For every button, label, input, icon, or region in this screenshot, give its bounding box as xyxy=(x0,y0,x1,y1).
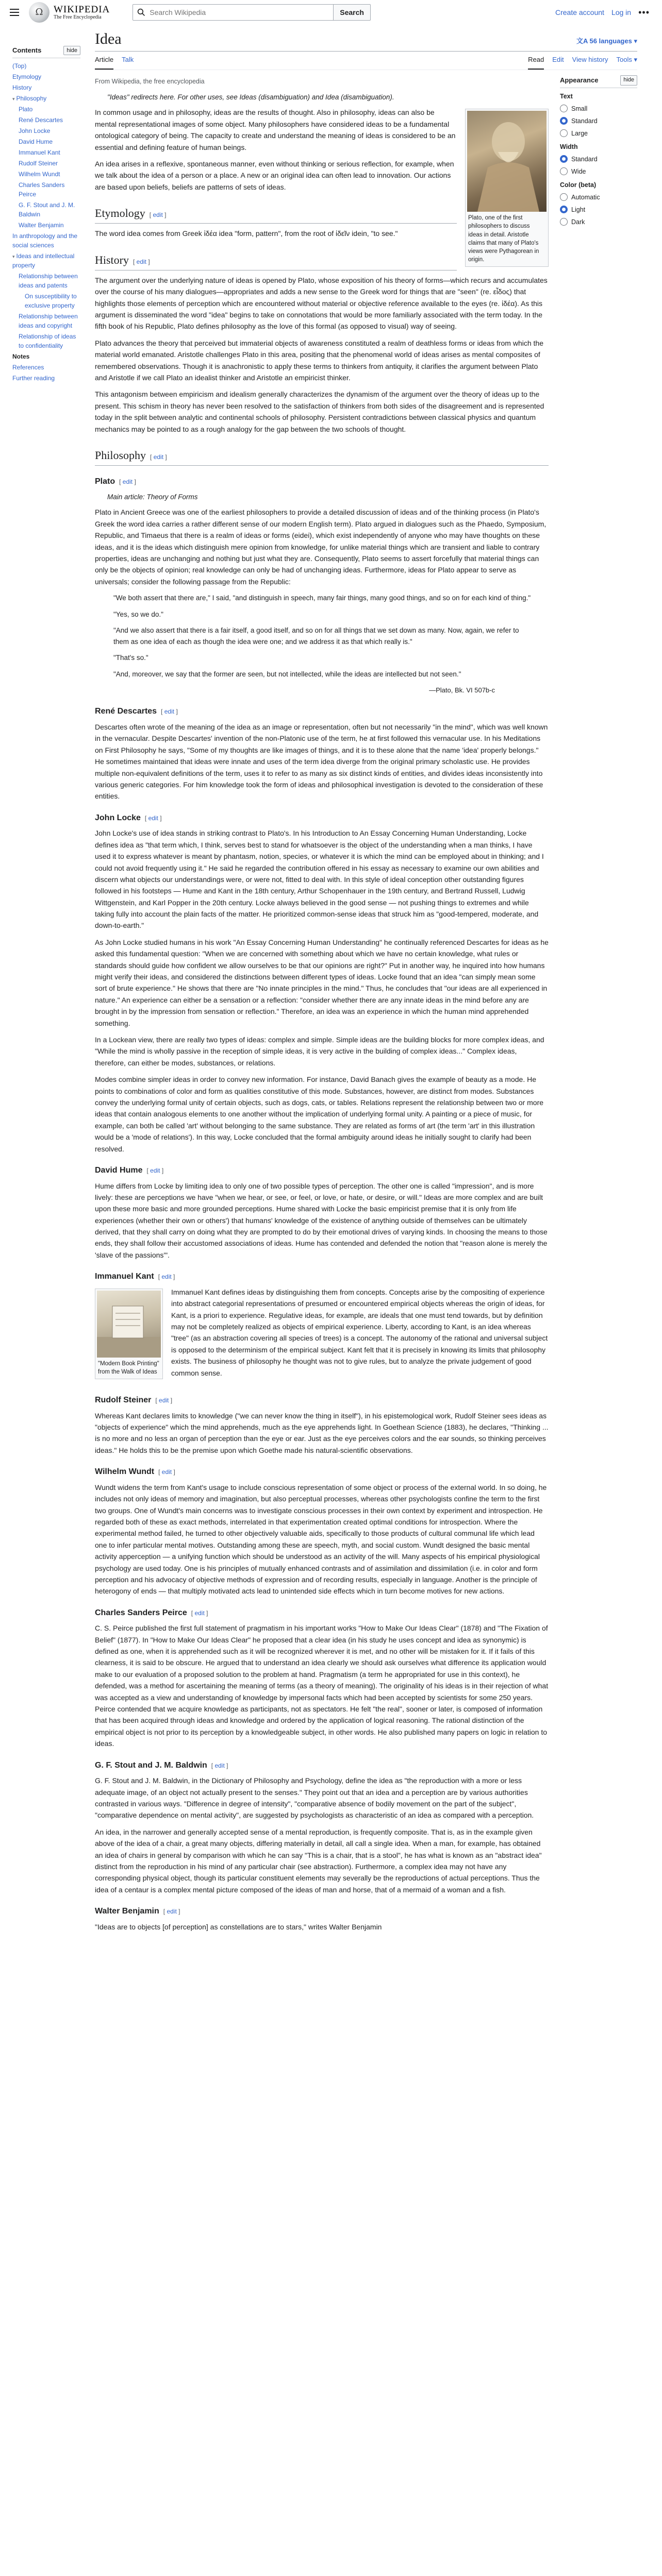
radio-button[interactable] xyxy=(560,105,568,112)
toc-item[interactable]: Further reading xyxy=(12,374,55,382)
toc-item[interactable]: In anthropology and the social sciences xyxy=(12,232,78,249)
benjamin-text: "Ideas are to objects [of perception] as constellations are to stars," writes Walter Benjamin xyxy=(95,1922,382,1931)
philosophy-heading: Philosophy [ edit ] xyxy=(95,446,549,466)
toc-toggle-icon[interactable]: ▾ xyxy=(12,96,15,101)
locke-paragraph-3: In a Lockean view, there are really two types of ideas: complex and simple. Simple ideas are the building blocks for more complex ideas, and "While the mind is wholly passive in the reception of simple ideas, it is very active in the building of complex ideas..." Complex ideas, therefore, can either be modes, substances, or relations. xyxy=(95,1036,544,1067)
search-button[interactable]: Search xyxy=(334,4,371,21)
stout-baldwin-heading: G. F. Stout and J. M. Baldwin [ edit ] xyxy=(95,1760,228,1770)
hume-heading: David Hume [ edit ] xyxy=(95,1165,164,1175)
toc-item[interactable]: John Locke xyxy=(19,127,51,134)
create-account-link[interactable]: Create account xyxy=(555,8,604,16)
kant-text: Immanuel Kant defines ideas by distinguishing them from concepts. Concepts arise by the compositing of experience into abstract categorial representations of presumed or encountered empirical objects whereas the origin of ideas, for Kant, is a priori to experience. Regulative ideas, for example, are ideals that one must tend towards, but by definition may not be completely realized as objects of empirical experience. Liberty, according to Kant, is an idea whereas "tree" (as an abstraction covering all species of trees) is a concept. The autonomy of the rational and universal subject is opposed to the determinism of the empirical subject. Kant felt that it is precisely in knowing its limits that philosophy exists. The business of philosophy he thought was not to give rules, but to analyze the private judgement of good common sense. xyxy=(171,1287,548,1377)
hume-text: Hume differs from Locke by limiting idea to only one of two possible types of perception. The other one is called "impression", and is more lively: these are perceptions we have "when we hear, or see, or feel, or love, or hate, or desire, or will." Ideas are more complex and are built upon these more basic and more grounded perceptions. Hume shared with Locke the basic empiricist premise that it is only from life experiences (whether their own or others') that humans' knowledge of the existence of anything outside of themselves can be ultimately derived, that they shall carry on doing what they are prompted to do by their emotional drives of varying kinds. In choosing the means to those ends, they shall follow their accustomed associations of ideas. Hume has contended and defended the notion that "reason alone is merely the 'slave of the passions'". xyxy=(95,1181,548,1259)
toc-item[interactable]: History xyxy=(12,83,32,91)
kant-heading: Immanuel Kant [ edit ] xyxy=(95,1272,175,1281)
more-options-icon[interactable]: ••• xyxy=(638,7,650,18)
site-header xyxy=(0,0,662,25)
color-option-label: Light xyxy=(571,206,586,213)
toc-item[interactable]: Walter Benjamin xyxy=(19,221,64,229)
locke-paragraph-4: Modes combine simpler ideas in order to convey new information. For instance, David Banach gives the example of beauty as a mode. He points to combinations of color and form as qualities constitutive of this mode. Substances, however, are distinct from modes. Substances convey the underlying formal unity of certain objects, such as dogs, cats, or tables. Relations represent the relationship between two or more ideas that contain analogous elements to one another without the implication of underlying formal unity. A painting or a piece of music, for example, can both be called 'art' without belonging to the same substance. They are related as forms of art (the term 'art' in this illustration would be a 'mode of relations'). In this way, Locke concluded that the formal ambiguity around ideas he initially sought to clarify had been resolved. xyxy=(95,1075,544,1153)
language-button[interactable] xyxy=(576,36,637,47)
wundt-heading: Wilhelm Wundt [ edit ] xyxy=(95,1467,175,1477)
translate-icon: 文A xyxy=(576,37,588,45)
color-option-label: Dark xyxy=(571,218,585,226)
article-tagline: From Wikipedia, the free encyclopedia xyxy=(95,77,205,85)
color-label: Color (beta) xyxy=(560,181,597,189)
language-count: 56 languages xyxy=(589,37,632,45)
wundt-text: Wundt widens the term from Kant's usage to include conscious representation of some object or process of the external world. In so doing, he includes not only ideas of memory and imagination, but also perceptual processes, whereas other psychologists confine the term to the first two groups. One of Wundt's main concerns was to investigate conscious processes in their own context by experiment and introspection. He regarded both of these as exact methods, interrelated in that experimentation created optimal conditions for introspection. Where the experimental method failed, he turned to other objectively valuable aids, specifically to those products of cultural communal life which lead one to infer particular mental motives. Outstanding among these are speech, myth, and social custom. Wundt designed the basic mental activity apperception — a unifying function which should be understood as an activity of the will. Many aspects of his empirical physiological psychology are used today. One is his principles of mutually enhanced contrasts and of assimilation and dissimilation (i.e. in color and form perception and his advocacy of objective methods of expression and of recording results, especially in language. Another is the principle of heterogony of ends — that multiply motivated acts lead to unintended side effects which in turn become motives for new actions. xyxy=(95,1483,547,1596)
text-size-option-label: Standard xyxy=(571,117,598,125)
etymology-heading: Etymology [ edit ] xyxy=(95,204,457,224)
color-option[interactable] xyxy=(560,192,637,202)
radio-button[interactable] xyxy=(560,167,568,175)
descartes-text: Descartes often wrote of the meaning of the idea as an image or representation, often but not necessarily "in the mind", which was well known in the vernacular. Despite Descartes' invention of the non-Platonic use of the term, he at first followed this vernacular use. In his Meditations on First Philosophy he says, "Some of my thoughts are like images of things, and it is to these alone that the name 'idea' properly belongs." He sometimes maintained that ideas were innate and uses of the term idea diverge from the original primary scholastic use. He provides multiple non-equivalent definitions of the term, uses it to refer to as many as six distinct kinds of entities, and divides ideas inconsistently into various generic categories. For him knowledge took the form of ideas and philosophical investigation is devoted to the consideration of these entities. xyxy=(95,723,548,801)
intro-paragraph-1: In common usage and in philosophy, ideas are the results of thought. Also in philosophy, ideas can also be mental representational images of some object. Many philosophers have considered ideas to be a fundamental ontological category of being. The capacity to create and understand the meaning of ideas is considered to be an essential and defining feature of human beings. xyxy=(95,108,456,151)
color-option[interactable] xyxy=(560,205,637,215)
benjamin-heading: Walter Benjamin [ edit ] xyxy=(95,1907,180,1916)
toc-toggle-icon[interactable]: ▾ xyxy=(12,253,15,259)
toc-item[interactable]: (Top) xyxy=(12,62,27,70)
search-icon xyxy=(137,8,145,16)
edit-steiner-link[interactable]: edit xyxy=(159,1397,169,1404)
history-paragraph-1: The argument over the underlying nature of ideas is opened by Plato, whose exposition of his theory of forms—which recurs and accumulates over the course of his many dialogues—appropriates and adds a new sense to the Greek word for things that are "seen" (re. εἶδος) that highlights those elements of perception which are encountered without material or objective reference available to the eyes (re. ἰδέα). As this argument is disseminated the word "idea" begins to take on connotations that would be more familiarly associated with the term today. In the fifth book of his Republic, Plato defines philosophy as the love of this formal (as opposed to visual) way of seeing. xyxy=(95,276,548,331)
width-option-label: Standard xyxy=(571,155,598,163)
toc-item[interactable]: References xyxy=(12,363,44,371)
toc-item[interactable]: ▾ Ideas and intellectual property xyxy=(12,252,75,269)
edit-etymology-link[interactable]: edit xyxy=(153,211,163,219)
peirce-text: C. S. Peirce published the first full statement of pragmatism in his important works "How to Make Our Ideas Clear" (1878) and "The Fixation of Belief" (1877). In "How to Make Our Ideas Clear" he proposed that a clear idea (in his study he uses concept and idea as synonymic) is defined as one, when it is apprehended such as it will be recognized wherever it is met, and no other will be mistaken for it. If it fails of this clearness, it is said to be obscure. He argued that to understand an idea clearly we should ask ourselves what difference its application would make to our evaluation of a proposed solution to the problem at hand. Pragmatism (a term he appropriated for use in this context), he defended, was a method for ascertaining the meaning of terms (as a theory of meaning). The originality of his ideas is in their rejection of what was accepted as a view and understanding of knowledge by impersonal facts which had been accepted by scientists for some 250 years. Peirce contended that we acquire knowledge as participants, not as spectators. He felt "the real", sooner or later, is composed of information that has been acquired through ideas and knowledge and ordered by the application of logical reasoning. The rational distinction of the empirical object is not prior to its perception by a knowledgeable subject, in other words. He also published many papers on logic in relation to ideas. xyxy=(95,1624,549,1748)
toc-title: Contents xyxy=(12,46,42,54)
edit-benjamin-link[interactable]: edit xyxy=(167,1908,177,1916)
peirce-heading: Charles Sanders Peirce [ edit ] xyxy=(95,1608,208,1617)
history-paragraph-2: Plato advances the theory that perceived but immaterial objects of awareness constituted a realm of deathless forms or ideas from which the material world emanated. Aristotle challenges Plato in this area, positing that the phenomenal world of ideas arises as mental composites of remembered observations. Though it is anachronistic to apply these terms to thinkers from antiquity, it clarifies the argument between Plato and Aristotle if we call Plato an idealist thinker and Aristotle an empiricist thinker. xyxy=(95,338,543,382)
toc-item[interactable]: Wilhelm Wundt xyxy=(19,170,60,178)
radio-button[interactable] xyxy=(560,193,568,201)
tab-read[interactable]: Read xyxy=(528,52,544,70)
quote-line: "We both assert that there are," I said, "and distinguish in speech, many fair things, many good things, and so on for each kind of thing." xyxy=(113,594,531,602)
width-option-label: Wide xyxy=(571,167,586,175)
edit-descartes-link[interactable]: edit xyxy=(164,708,175,716)
toc-item[interactable]: Etymology xyxy=(12,73,42,80)
edit-hume-link[interactable]: edit xyxy=(150,1166,160,1174)
plato-text: Plato in Ancient Greece was one of the earliest philosophers to provide a detailed discussion of ideas and of the thinking process (in Plato's Greek the word idea carries a rather different sense of our modern English term). Plato argued in dialogues such as the Phaedo, Symposium, Republic, and Timaeus that there is a realm of ideas or forms (eidei), which exist independently of anyone who may have thoughts on these ideas, and it is the ideas which distinguish mere opinion from knowledge, for unlike material things which are transient and liable to contrary properties, ideas are unchanging and nothing but just what they are. Consequently, Plato seems to assert forcefully that material things can only be the objects of opinion; real knowledge can only be had of unchanging ideas. Furthermore, ideas for Plato appear to serve as universals; consider the following passage from the Republic: xyxy=(95,508,547,586)
toc-item[interactable]: G. F. Stout and J. M. Baldwin xyxy=(19,201,75,218)
width-option[interactable] xyxy=(560,154,637,164)
edit-history-link[interactable]: edit xyxy=(136,258,147,265)
color-option[interactable] xyxy=(560,217,637,227)
user-links xyxy=(555,5,650,20)
color-option-label: Automatic xyxy=(571,193,600,201)
tab-talk[interactable]: Talk xyxy=(122,56,134,63)
edit-wundt-link[interactable]: edit xyxy=(161,1468,172,1476)
text-size-option[interactable] xyxy=(560,104,637,114)
toc-item[interactable]: David Hume xyxy=(19,138,53,145)
article-body xyxy=(95,73,549,1938)
locke-paragraph-2: As John Locke studied humans in his work "An Essay Concerning Human Understanding" he continually referenced Descartes for ideas as he asked this fundamental question: "When we are concerned with something about which we have no certain knowledge, what rules or standards should guide how confident we allow ourselves to be that our opinions are right?" Put in another way, he inquired into how humans might verify their ideas, and considered the distinctions between different types of ideas. Locke found that an idea "can simply mean some sort of brute experience." He shows that there are "No innate principles in the mind." Thus, he concludes that "our ideas are all experienced in nature." An experience can either be a sensation or a reflection: "consider whether there are any innate ideas in the mind before any are brought in by the impression from sensation or reflection." Therefore, an idea was an experience in which the human mind apprehended something. xyxy=(95,938,549,1027)
quote-line: "And we also assert that there is a fair itself, a good itself, and so on for all things that we set down as many. Now, again, we refer to them as one idea of each as though the idea were one; and we address it as that which really is." xyxy=(113,626,519,646)
appearance-panel xyxy=(560,73,637,1938)
quote-line: "That's so." xyxy=(113,654,148,662)
stout-paragraph-1: G. F. Stout and J. M. Baldwin, in the Dictionary of Philosophy and Psychology, define the idea as "the reproduction with a more or less adequate image, of an object not actually present to the senses." They point out that an idea and a perception are by various authorities contrasted in various ways. "Difference in degree of intensity", "comparative absence of bodily movement on the part of the subject", "comparative dependence on mental activity", are suggested by psychologists as characteristic of an idea as compared with a perception. xyxy=(95,1776,534,1820)
locke-paragraph-1: John Locke's use of idea stands in striking contrast to Plato's. In his Introduction to An Essay Concerning Human Understanding, Locke defines idea as "that term which, I think, serves best to stand for whatsoever is the object of the understanding when a man thinks, I have used it to express whatever is meant by phantasm, notion, species, or whatever it is which the mind can be employed about in thinking; and I could not avoid frequently using it." He said he regarded the contribution offered in his essay as necessary to examine our own abilities and discern what objects our understandings were, or were not, fitted to deal with. In this style of ideal conception other outstanding figures followed in his footsteps — Hume and Kant in the 18th century, Arthur Schopenhauer in the 19th century, and Bertrand Russell, Ludwig Wittgenstein, and Karl Popper in the 20th century. Locke always believed in the good sense — not pushing things to extremes and while taking fully into account the plain facts of the matter. He prioritized common-sense ideas that struck him as "good-tempered, moderate, and down-to-earth." xyxy=(95,829,544,930)
toc-item[interactable]: Charles Sanders Peirce xyxy=(19,181,65,198)
main-content xyxy=(80,25,650,1938)
tools-dropdown[interactable]: Tools ▾ xyxy=(616,56,637,63)
plato-caption: Plato, one of the first philosophers to discuss ideas in detail. Aristotle claims that many of Plato's views were Pythagorean in origin. xyxy=(468,215,539,263)
toc-item[interactable]: René Descartes xyxy=(19,116,63,124)
radio-button[interactable] xyxy=(560,206,568,213)
toc-item[interactable]: ▾ Philosophy xyxy=(12,94,47,102)
text-size-option[interactable] xyxy=(560,128,637,139)
radio-button[interactable] xyxy=(560,117,568,125)
wikipedia-globe-icon: Ω xyxy=(29,2,49,23)
page-title: Idea xyxy=(95,30,122,47)
hatnote: "Ideas" redirects here. For other uses, see Ideas (disambiguation) and Idea (disambiguation). xyxy=(107,93,394,101)
steiner-text: Whereas Kant declares limits to knowledge ("we can never know the thing in itself"), in his epistemological work, Rudolf Steiner sees ideas as "objects of experience" which the mind apprehends, much as the eye apprehends light. In Goethean Science (1883), he declares, "Thinking ... is no more and no less an organ of perception than the eye or ear. Just as the eye perceives colors and the ear sounds, so thinking perceives ideas." He holds this to be the premise upon which Goethe made his natural-scientific observations. xyxy=(95,1411,549,1454)
toc-item[interactable]: Immanuel Kant xyxy=(19,148,60,156)
plato-main-article-note[interactable]: Main article: Theory of Forms xyxy=(107,493,198,501)
chevron-down-icon: ▾ xyxy=(634,37,637,45)
toc-item[interactable]: On susceptibility to exclusive property xyxy=(25,292,77,309)
walk-of-ideas-figure xyxy=(95,1289,163,1379)
logo-wordmark: WIKIPEDIA xyxy=(54,4,110,15)
toc-item[interactable]: Relationship between ideas and copyright xyxy=(19,312,78,329)
search-input[interactable] xyxy=(148,8,329,17)
toc-hide-button[interactable]: hide xyxy=(63,46,80,56)
history-paragraph-3: This antagonism between empiricism and idealism generally characterizes the dynamism of the argument over the theory of ideas up to the present. This schism in theory has never been resolved to the satisfaction of thinkers from both sides of the disagreement and is represented today in the split between analytic and continental schools of philosophy. Persistent contradictions between classical physics and quantum mechanics may be pointed to as a rough analogy for the gap between the two schools of thought. xyxy=(95,390,544,433)
quote-line: "And, moreover, we say that the former are seen, but not intellected, while the ideas are intellected but not seen." xyxy=(113,670,461,679)
quote-citation: —Plato, Bk. VI 507b-c xyxy=(429,686,495,694)
radio-button[interactable] xyxy=(560,218,568,226)
appearance-title: Appearance xyxy=(560,76,599,84)
appearance-hide-button[interactable]: hide xyxy=(620,75,637,86)
republic-quote xyxy=(107,592,549,696)
plato-heading: Plato [ edit ] xyxy=(95,477,136,486)
descartes-heading: René Descartes [ edit ] xyxy=(95,707,178,716)
edit-kant-link[interactable]: edit xyxy=(161,1273,172,1281)
edit-locke-link[interactable]: edit xyxy=(148,814,158,822)
toc-item[interactable]: Notes xyxy=(12,352,30,360)
width-option[interactable] xyxy=(560,166,637,177)
edit-stout-baldwin-link[interactable]: edit xyxy=(214,1761,225,1769)
search-box[interactable] xyxy=(133,4,334,21)
text-size-option-label: Large xyxy=(571,129,588,137)
plato-figure xyxy=(465,109,549,267)
wikipedia-logo[interactable] xyxy=(29,2,110,23)
tab-view-history[interactable]: View history xyxy=(572,56,608,63)
edit-philosophy-link[interactable]: edit xyxy=(153,453,164,461)
text-size-option-label: Small xyxy=(571,105,588,112)
radio-button[interactable] xyxy=(560,129,568,137)
locke-heading: John Locke [ edit ] xyxy=(95,813,162,822)
search-form xyxy=(133,4,371,21)
stout-paragraph-2: An idea, in the narrower and generally accepted sense of a mental reproduction, is frequently composite. That is, as in the example given above of the idea of a chair, a great many objects, differing materially in detail, all call a single idea. When a man, for example, has obtained an idea of chairs in general by comparison with which he can say "This is a chair, that is a stool", he has what is known as an "abstract idea" distinct from the reproduction in his mind of any particular chair (see abstraction). Furthermore, a complex idea may not have any corresponding physical object, though its particular constituent elements may severally be the reproductions of actual perceptions. Thus the idea of a centaur is a complex mental picture composed of the ideas of man and horse, that of a mermaid of a woman and a fish. xyxy=(95,1827,542,1894)
edit-peirce-link[interactable]: edit xyxy=(194,1609,205,1617)
walk-of-ideas-caption: "Modern Book Printing" from the Walk of Ideas xyxy=(98,1360,159,1375)
tab-edit[interactable]: Edit xyxy=(552,56,564,63)
tab-article[interactable]: Article xyxy=(95,52,113,70)
width-label: Width xyxy=(560,143,578,150)
main-menu-icon[interactable] xyxy=(6,4,23,21)
etymology-text: The word idea comes from Greek ἰδέα idea "form, pattern", from the root of ἰδεῖν idein, "to see." xyxy=(95,229,398,238)
toc-item[interactable]: Relationship between ideas and patents xyxy=(19,272,78,289)
plato-statue-image[interactable] xyxy=(467,111,547,212)
edit-plato-link[interactable]: edit xyxy=(122,478,133,486)
toc-item[interactable]: Relationship of ideas to confidentiality xyxy=(19,332,76,349)
toc-item[interactable]: Plato xyxy=(19,105,33,113)
toc-item[interactable]: Rudolf Steiner xyxy=(19,159,58,167)
logo-tagline: The Free Encyclopedia xyxy=(54,14,102,20)
log-in-link[interactable]: Log in xyxy=(611,8,632,16)
text-size-option[interactable] xyxy=(560,116,637,126)
intro-paragraph-2: An idea arises in a reflexive, spontaneous manner, even without thinking or serious reflection, for example, when we talk about the idea of a person or a place. A new or an original idea can often lead to innovation. Our actions are based upon beliefs, beliefs are patterns of sets of ideas. xyxy=(95,159,454,191)
steiner-heading: Rudolf Steiner [ edit ] xyxy=(95,1396,173,1405)
text-size-label: Text xyxy=(560,92,573,100)
history-heading: History [ edit ] xyxy=(95,251,457,270)
table-of-contents xyxy=(12,25,80,1938)
chevron-down-icon: ▾ xyxy=(634,56,637,63)
modern-book-printing-image[interactable] xyxy=(97,1291,161,1358)
quote-line: "Yes, so we do." xyxy=(113,610,163,618)
radio-button[interactable] xyxy=(560,155,568,163)
